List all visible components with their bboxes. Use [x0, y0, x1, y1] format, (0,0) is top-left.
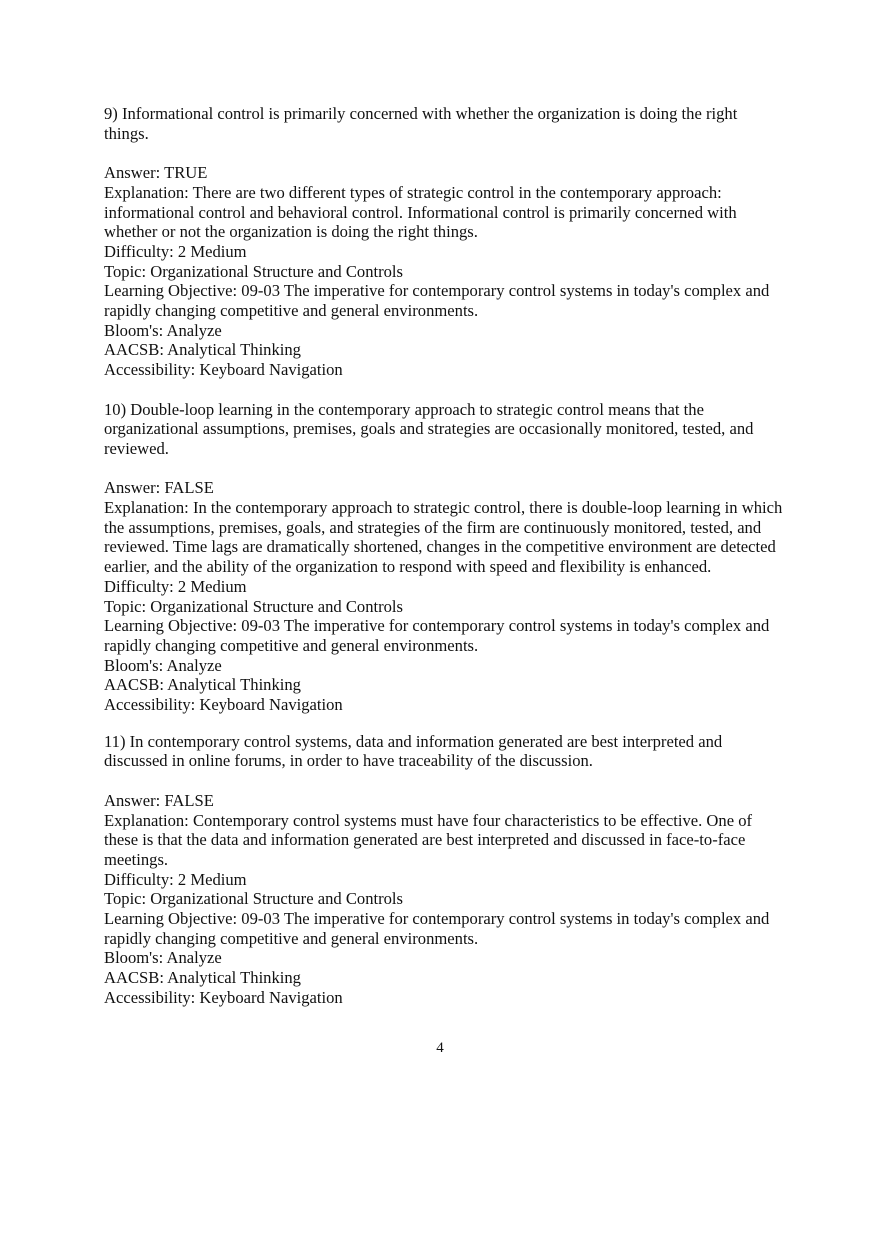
question-text: 10) Double-loop learning in the contemporary approach to strategic control means that the organizational assumptions, premises, goals and strategies are occasionally monitored, tested, and reviewed. [104, 399, 754, 458]
learning-objective-line: Learning Objective: 09-03 The imperative for contemporary control systems in today's complex and rapidly changing competitive and general environments. [104, 616, 770, 655]
learning-objective-line: Learning Objective: 09-03 The imperative for contemporary control systems in today's complex and rapidly changing competitive and general environments. [104, 909, 770, 948]
spacer [104, 380, 784, 400]
aacsb-line: AACSB: Analytical Thinking [104, 968, 301, 988]
question-text: 11) In contemporary control systems, data and information generated are best interpreted and discussed in online forums, in order to have traceability of the discussion. [104, 731, 723, 771]
aacsb-line: AACSB: Analytical Thinking [104, 340, 301, 360]
page-number: 4 [436, 1040, 444, 1056]
explanation-text: Explanation: Contemporary control systems must have four characteristics to be effective. One of these is that the data and information generated are best interpreted and discussed in face-to-face meetings. [104, 810, 753, 869]
answer-line: Answer: FALSE [104, 478, 214, 498]
difficulty-line: Difficulty: 2 Medium [104, 241, 247, 261]
spacer [104, 143, 784, 163]
explanation-text: Explanation: There are two different types of strategic control in the contemporary approach: informational control and behavioral control. Informational control is primarily concerned with whether or not the organization is doing the right things. [104, 182, 737, 242]
difficulty-line: Difficulty: 2 Medium [104, 576, 247, 596]
aacsb-line: AACSB: Analytical Thinking [104, 675, 301, 695]
accessibility-line: Accessibility: Keyboard Navigation [104, 987, 343, 1007]
explanation-text: Explanation: In the contemporary approach to strategic control, there is double-loop learning in which the assumptions, premises, goals, and strategies of the firm are continuously monitored, tested, and reviewed. Time lags are dramatically shortened, changes in the competitive environment are detected earlier, and the ability of the organization to respond with speed and flexibility is enhanced. [104, 498, 783, 577]
accessibility-line: Accessibility: Keyboard Navigation [104, 360, 343, 380]
accessibility-line: Accessibility: Keyboard Navigation [104, 695, 343, 715]
spacer [104, 459, 784, 479]
topic-line: Topic: Organizational Structure and Controls [104, 889, 403, 909]
question-text: 9) Informational control is primarily concerned with whether the organization is doing the right things. [104, 104, 738, 143]
blooms-line: Bloom's: Analyze [104, 320, 222, 340]
answer-line: Answer: TRUE [104, 163, 208, 183]
question-block-11 [104, 732, 784, 1008]
question-block-9 [104, 104, 784, 380]
spacer [104, 771, 784, 791]
question-block-10 [104, 400, 784, 715]
spacer [104, 715, 784, 732]
document-page [104, 104, 784, 1008]
answer-line: Answer: FALSE [104, 790, 214, 810]
blooms-line: Bloom's: Analyze [104, 948, 222, 968]
blooms-line: Bloom's: Analyze [104, 655, 222, 675]
difficulty-line: Difficulty: 2 Medium [104, 869, 247, 889]
topic-line: Topic: Organizational Structure and Controls [104, 596, 403, 616]
topic-line: Topic: Organizational Structure and Controls [104, 261, 403, 281]
learning-objective-line: Learning Objective: 09-03 The imperative for contemporary control systems in today's complex and rapidly changing competitive and general environments. [104, 281, 770, 321]
